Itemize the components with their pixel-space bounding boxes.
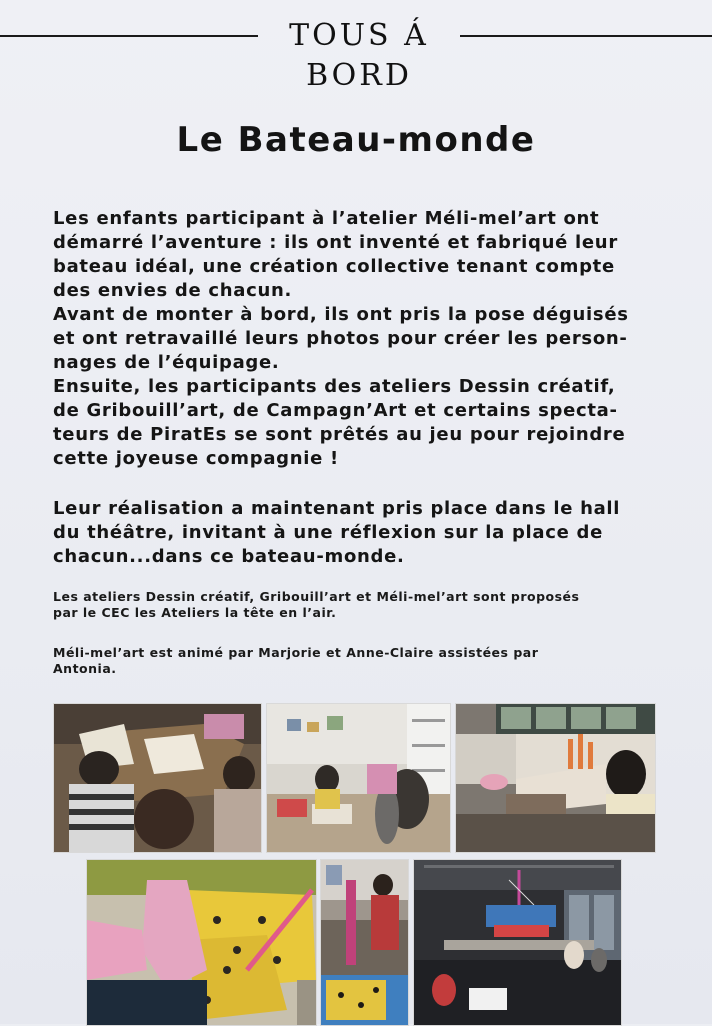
- text-line: Ensuite, les participants des ateliers Dessin créatif,: [53, 376, 616, 397]
- text-line: Antonia.: [53, 661, 117, 676]
- theatre-hall-boat-photo: [413, 859, 622, 1026]
- workshop-room-photo: [266, 703, 451, 853]
- text-line: teurs de PiratEs se sont prêtés au jeu pour rejoindre: [53, 424, 626, 445]
- text-line: Leur réalisation a maintenant pris place dans le hall: [53, 498, 621, 519]
- second-paragraph: [53, 497, 668, 569]
- text-line: chacun...dans ce bateau-monde.: [53, 546, 405, 567]
- text-line: Les ateliers Dessin créatif, Gribouill’art et Méli-mel’art sont proposés: [53, 589, 580, 604]
- credits-note: [53, 589, 668, 621]
- text-line: par le CEC les Ateliers la tête en l’air.: [53, 605, 337, 620]
- text-line: de Gribouill’art, de Campagn’Art et certains specta-: [53, 400, 618, 421]
- text-line: nages de l’équipage.: [53, 352, 280, 373]
- header-rule-right: [460, 35, 712, 37]
- standing-children-photo: [320, 859, 409, 1026]
- brand-logo: TOUS Á BORD: [289, 18, 429, 93]
- main-paragraph: [53, 207, 668, 471]
- text-line: démarré l’aventure : ils ont inventé et fabriqué leur: [53, 232, 618, 253]
- text-line: Méli-mel’art est animé par Marjorie et Anne-Claire assistées par: [53, 645, 539, 660]
- text-line: Les enfants participant à l’atelier Méli-mel’art ont: [53, 208, 600, 229]
- text-line: des envies de chacun.: [53, 280, 293, 301]
- painting-boat-model-photo: [455, 703, 656, 853]
- header-rule-left: [0, 35, 258, 37]
- text-line: et ont retravaillé leurs photos pour créer les person-: [53, 328, 628, 349]
- animators-note: [53, 645, 668, 677]
- text-line: bateau idéal, une création collective tenant compte: [53, 256, 615, 277]
- text-line: Avant de monter à bord, ils ont pris la pose déguisés: [53, 304, 629, 325]
- page-title: Le Bateau-monde: [176, 120, 536, 160]
- text-line: du théâtre, invitant à une réflexion sur la place de: [53, 522, 603, 543]
- children-painting-boat-photo: [53, 703, 262, 853]
- text-line: cette joyeuse compagnie !: [53, 448, 339, 469]
- yellow-sail-painting-photo: [86, 859, 317, 1026]
